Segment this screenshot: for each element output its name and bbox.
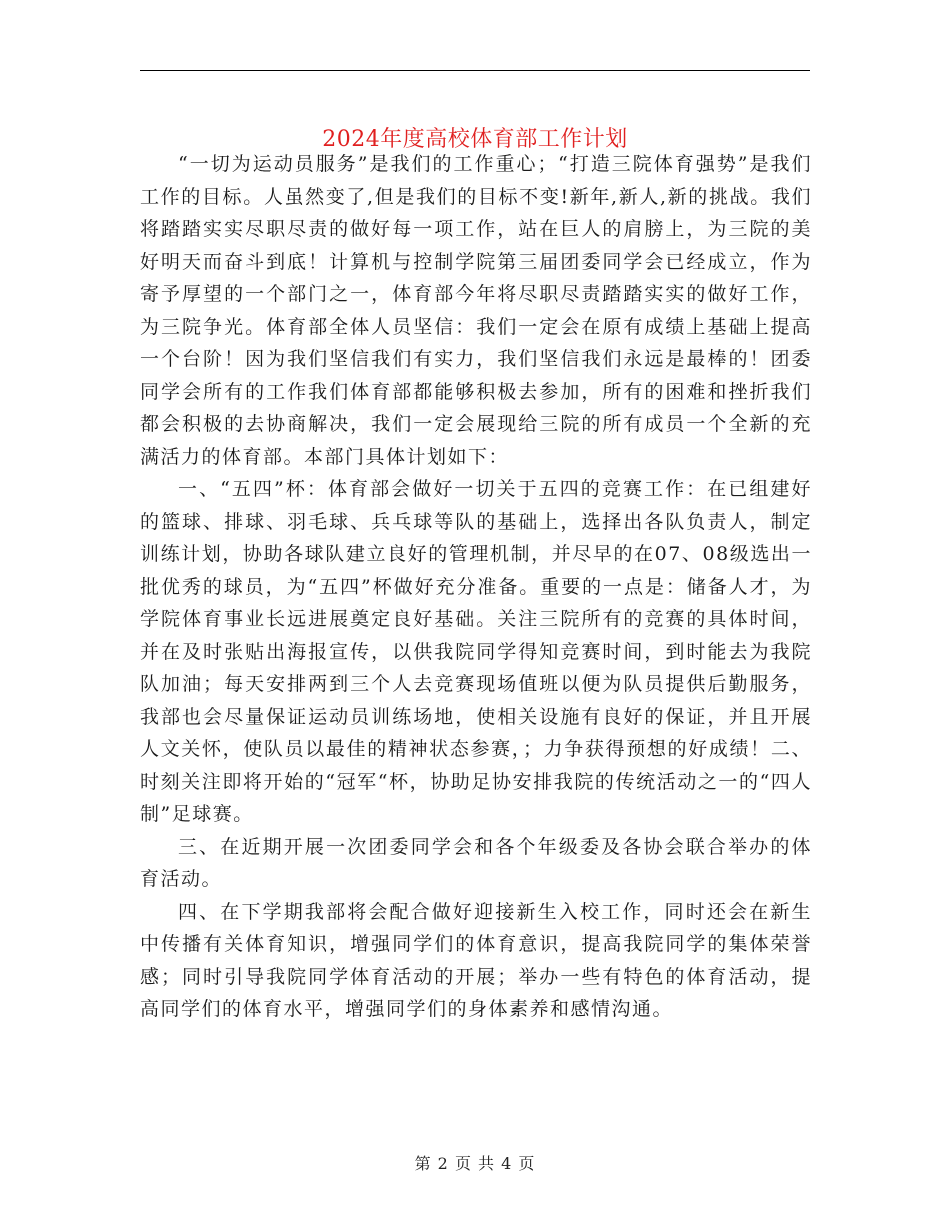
header-rule: [140, 70, 810, 71]
page-number: 第 2 页 共 4 页: [414, 1154, 536, 1173]
paragraph-plan-one: 一、“五四”杯：体育部会做好一切关于五四的竞赛工作：在已组建好的篮球、排球、羽毛球、兵乓球等队的基础上，选择出各队负责人，制定训练计划，协助各球队建立良好的管理机制，并尽早的在07、08级选出一批优秀的球员，为“五四”杯做好充分准备。重要的一点是：储备人才，为学院体育事业长远进展奠定良好基础。关注三院所有的竞赛的具体时间，并在及时张贴出海报宣传，以供我院同学得知竞赛时间，到时能去为我院队加油；每天安排两到三个人去竞赛现场值班以便为队员提供后勤服务，我部也会尽量保证运动员训练场地，使相关设施有良好的保证，并且开展人文关怀，使队员以最佳的精神状态参赛，；力争获得预想的好成绩！二、时刻关注即将开始的“冠军“杯，协助足协安排我院的传统活动之一的“四人制”足球赛。: [140, 478, 812, 825]
document-title: 2024年度高校体育部工作计划: [322, 126, 628, 152]
paragraph-intro: “一切为运动员服务”是我们的工作重心；“打造三院体育强势”是我们工作的目标。人虽然变了,但是我们的目标不变!新年,新人,新的挑战。我们将踏踏实实尽职尽责的做好每一项工作，站在巨人的肩膀上，为三院的美好明天而奋斗到底！计算机与控制学院第三届团委同学会已经成立，作为寄予厚望的一个部门之一，体育部今年将尽职尽责踏踏实实的做好工作，为三院争光。体育部全体人员坚信：我们一定会在原有成绩上基础上提高一个台阶！因为我们坚信我们有实力，我们坚信我们永远是最棒的！团委同学会所有的工作我们体育部都能够积极去参加，所有的困难和挫折我们都会积极的去协商解决，我们一定会展现给三院的所有成员一个全新的充满活力的体育部。本部门具体计划如下：: [140, 153, 812, 468]
paragraph-plan-three: 三、在近期开展一次团委同学会和各个年级委及各协会联合举办的体育活动。: [140, 835, 812, 890]
document-body: [140, 148, 812, 1026]
paragraph-plan-four: 四、在下学期我部将会配合做好迎接新生入校工作，同时还会在新生中传播有关体育知识，增强同学们的体育意识，提高我院同学的集体荣誉感；同时引导我院同学体育活动的开展；举办一些有特色的体育活动，提高同学们的体育水平，增强同学们的身体素养和感情沟通。: [140, 900, 812, 1020]
